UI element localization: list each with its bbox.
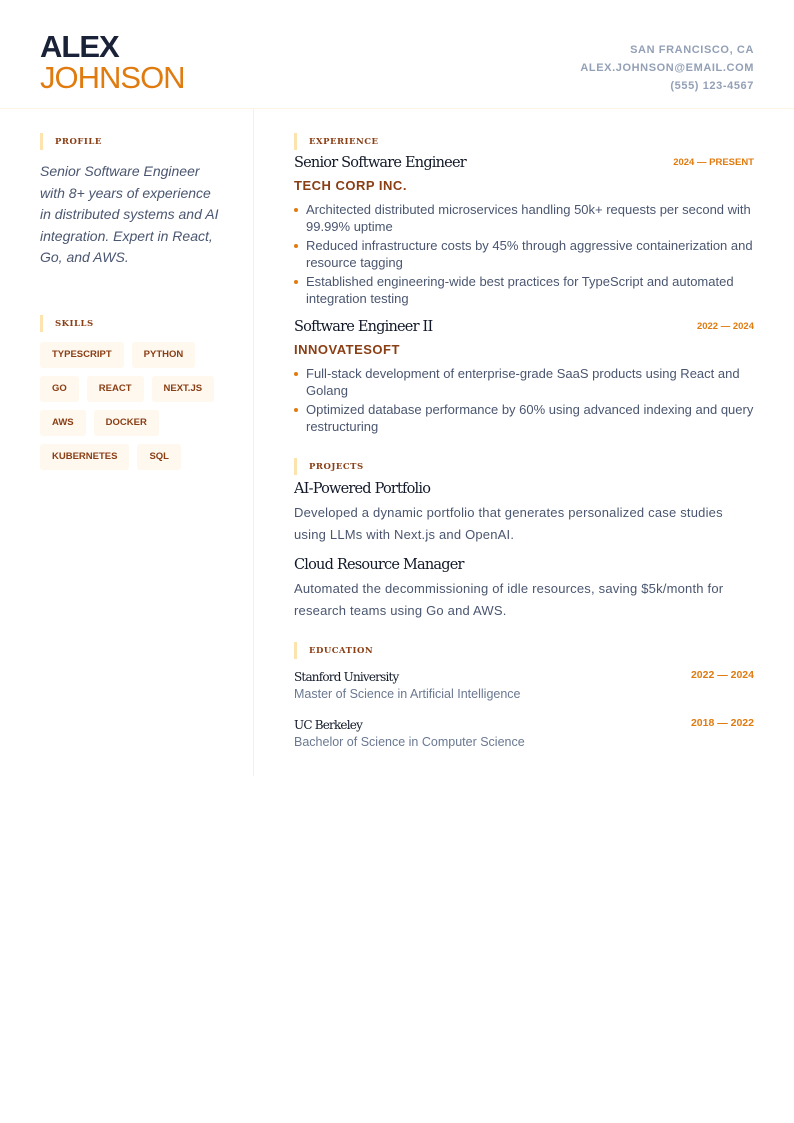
skill-chip: KUBERNETES xyxy=(40,444,129,470)
section-accent-bar xyxy=(294,458,297,475)
school-name: Stanford University xyxy=(294,670,399,684)
skill-chip: PYTHON xyxy=(132,342,196,368)
project-entry xyxy=(294,556,754,622)
job-bullet: Full-stack development of enterprise-grade SaaS products using React and Golang xyxy=(294,365,754,399)
job-dates: 2024 — PRESENT xyxy=(673,157,754,168)
experience-label-text: EXPERIENCE xyxy=(309,136,379,147)
section-accent-bar xyxy=(40,315,43,332)
job-bullet: Optimized database performance by 60% using advanced indexing and query restructuring xyxy=(294,401,754,435)
education-entry xyxy=(294,717,754,750)
skills-list xyxy=(40,342,240,470)
job-dates: 2022 — 2024 xyxy=(696,321,754,332)
section-accent-bar xyxy=(294,642,297,659)
experience-section-label xyxy=(294,133,378,150)
contact-info xyxy=(580,41,754,95)
education-entry xyxy=(294,669,754,702)
skill-chip: GO xyxy=(40,376,79,402)
skills-label-text: SKILLS xyxy=(55,318,94,329)
job-bullets xyxy=(294,201,754,307)
company-name: INNOVATESOFT xyxy=(294,342,400,357)
project-entry xyxy=(294,480,754,546)
school-name: UC Berkeley xyxy=(294,718,363,732)
job-bullet: Architected distributed microservices handling 50k+ requests per second with 99.99% uptime xyxy=(294,201,754,235)
sidebar xyxy=(0,109,254,776)
first-name: ALEX xyxy=(40,29,119,64)
resume-header xyxy=(0,0,794,109)
project-description: Automated the decommissioning of idle resources, saving $5k/month for research teams using Go and AWS. xyxy=(294,581,724,618)
job-title: Senior Software Engineer xyxy=(294,155,466,171)
profile-section-label xyxy=(40,133,102,150)
profile-label-text: PROFILE xyxy=(55,136,102,147)
company-name: TECH CORP INC. xyxy=(294,178,407,193)
job-bullet: Established engineering-wide best practices for TypeScript and automated integration testing xyxy=(294,273,754,307)
profile-summary: Senior Software Engineer with 8+ years of experience in distributed systems and AI integration. Expert in React, Go, and AWS. xyxy=(40,163,219,266)
email-link[interactable]: ALEX.JOHNSON@EMAIL.COM xyxy=(580,62,754,74)
project-title: Cloud Resource Manager xyxy=(294,557,464,573)
skills-section-label xyxy=(40,315,94,332)
job-entry xyxy=(294,154,754,309)
project-description: Developed a dynamic portfolio that generates personalized case studies using LLMs with Next.js and OpenAI. xyxy=(294,505,723,542)
education-label-text: EDUCATION xyxy=(309,645,374,656)
education-section-label xyxy=(294,642,373,659)
skill-chip: REACT xyxy=(87,376,144,402)
job-entry xyxy=(294,318,754,437)
section-accent-bar xyxy=(40,133,43,150)
education-dates: 2018 — 2022 xyxy=(690,717,754,729)
job-bullets xyxy=(294,365,754,435)
skill-chip: DOCKER xyxy=(94,410,159,436)
job-bullet: Reduced infrastructure costs by 45% through aggressive containerization and resource tagging xyxy=(294,237,754,271)
project-title: AI-Powered Portfolio xyxy=(294,481,431,497)
last-name: JOHNSON xyxy=(40,60,185,95)
location-text: SAN FRANCISCO, CA xyxy=(630,44,754,56)
skill-chip: TYPESCRIPT xyxy=(40,342,124,368)
degree-text: Bachelor of Science in Computer Science xyxy=(294,735,525,749)
projects-label-text: PROJECTS xyxy=(309,461,364,472)
skill-chip: AWS xyxy=(40,410,86,436)
phone-text: (555) 123-4567 xyxy=(670,80,754,92)
section-accent-bar xyxy=(294,133,297,150)
skill-chip: NEXT.JS xyxy=(152,376,215,402)
job-title: Software Engineer II xyxy=(294,319,433,335)
skill-chip: SQL xyxy=(137,444,181,470)
education-dates: 2022 — 2024 xyxy=(690,669,754,681)
degree-text: Master of Science in Artificial Intelligence xyxy=(294,687,521,701)
projects-section-label xyxy=(294,458,364,475)
